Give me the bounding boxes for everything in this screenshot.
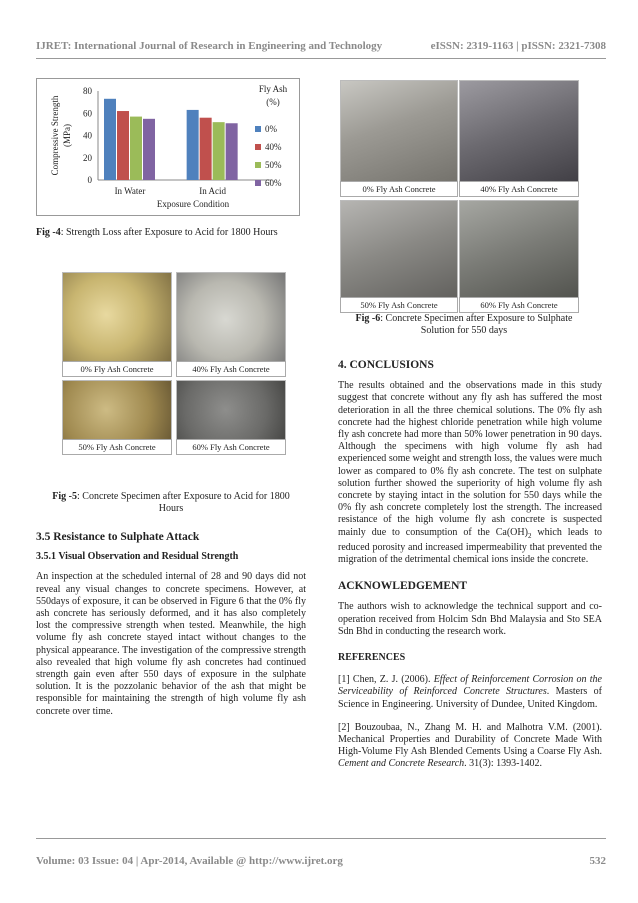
x-axis-label: Exposure Condition xyxy=(156,199,230,209)
reference-1-post: . Masters of Science in Engineering. University of Dundee, United Kingdom. xyxy=(338,686,602,710)
y-tick-label: 20 xyxy=(83,152,92,163)
acknowledgement-title: ACKNOWLEDGEMENT xyxy=(338,580,468,593)
footer-rule xyxy=(36,838,606,839)
legend-swatch-0 xyxy=(255,126,261,132)
fig6-photo-2 xyxy=(340,200,458,310)
fig6-photo-1 xyxy=(459,80,579,195)
conclusions-body-part2: which leads to reduced porosity and increased impermeability that prevented the migration of the detrimental chemical ions inside the concrete. xyxy=(338,526,603,566)
conclusions-title: 4. CONCLUSIONS xyxy=(338,359,434,371)
legend-entry-2: 50% xyxy=(265,160,282,170)
fig6-photo-0 xyxy=(340,80,458,195)
section-3-5-1-title: 3.5.1 Visual Observation and Residual Strength xyxy=(36,551,239,563)
references-title: REFERENCES xyxy=(338,652,406,664)
legend-swatch-1 xyxy=(255,144,261,150)
fig5-photo-label-1: 40% Fly Ash Concrete xyxy=(176,361,286,377)
fig5-text: : Concrete Specimen after Exposure to Acid for 1800 xyxy=(77,491,290,502)
fig5-photo-label-2: 50% Fly Ash Concrete xyxy=(62,439,172,455)
section-3-5-body: An inspection at the scheduled internal of 28 and 90 days did not reveal any visual changes to concrete specimens. However, at 550days of exposure, it can be observed in Figure 6 that the 0% fly ash concrete has seriously deformed, and it has also completely lost the compressive strength when tested. Meanwhile, the high volume fly ash concrete stayed intact without changes to the physical appearance. The investigation of the compressive strength also revealed that high volume fly ash concretes had continued strength gain even after 550 days of exposure in the sulphate solution. It is the pozzolanic behavior of the ash that might be responsible for maintaining the strength of high volume fly ash concrete over time. xyxy=(36,571,306,717)
fig5-photo-1 xyxy=(176,272,286,367)
strength-chart xyxy=(36,78,300,216)
legend-title: Fly Ash xyxy=(258,84,288,94)
fig4-label: Fig -4 xyxy=(36,227,61,238)
reference-2-pre: [2] Bouzoubaa, N., Zhang M. H. and Malhotra V.M. (2001). Mechanical Properties and Durability of Concrete Made With High-Volume Fly Ash Blended Cements Using a Coarse Fly Ash. xyxy=(338,721,602,758)
reference-1-pre: [1] Chen, Z. J. (2006). xyxy=(338,674,434,686)
conclusions-subscript: 2 xyxy=(527,531,532,540)
section-3-5-title: 3.5 Resistance to Sulphate Attack xyxy=(36,531,200,543)
fig6-photo-label-3: 60% Fly Ash Concrete xyxy=(459,297,579,313)
fig6-caption xyxy=(340,313,588,337)
legend-entry-1: 40% xyxy=(265,142,282,152)
bar-1-3 xyxy=(226,123,238,180)
issn: eISSN: 2319-1163 | pISSN: 2321-7308 xyxy=(430,40,606,52)
fig6-photo-label-0: 0% Fly Ash Concrete xyxy=(340,181,458,197)
y-tick-label: 60 xyxy=(83,108,92,119)
right-column-text xyxy=(338,359,602,771)
legend-swatch-3 xyxy=(255,180,261,186)
conclusions-body-part1: The results obtained and the observations made in this study suggest that concrete without any fly ash has suffered the most deterioration in all the three chemical solutions. The 0% fly ash concrete had the highest chloride penetration while high volume fly ash concrete had more than 50% lower penetration in 90 days. Although the specimens with high volume fly ash had experienced some weight and strength loss, the values were much lower as compared to 0% fly ash concrete. The test on sulphate solution further showed the superiority of high volume fly ash concrete by staying intact in the solution for 550 days while the 0% fly ash concrete completely lost the strength. The increased resistance of the high volume fly ash concrete is suspected mainly due to consumption of the Ca(OH) xyxy=(338,380,602,538)
bar-0-2 xyxy=(130,117,142,180)
reference-2-post: . 31(3): 1393-1402. xyxy=(464,758,542,770)
fig6-text-line2: Solution for 550 days xyxy=(420,325,508,336)
footer-volume: Volume: 03 Issue: 04 | Apr-2014, Available @ http://www.ijret.org xyxy=(36,855,343,867)
reference-2-journal: Cement and Concrete Research xyxy=(338,758,465,770)
legend-entry-0: 0% xyxy=(265,124,277,134)
bar-0-0 xyxy=(104,99,116,180)
reference-1-title: Effect of Reinforcement Corrosion on the Serviceability of Reinforced Concrete Structures xyxy=(338,674,602,698)
acknowledgement-body: The authors wish to acknowledge the technical support and co-operation received from Holcim Sdn Bhd Malaysia and Sto SEA Sdn Bhd in conducting the research work. xyxy=(338,601,602,637)
fig4-caption xyxy=(36,227,306,239)
fig6-photo-label-2: 50% Fly Ash Concrete xyxy=(340,297,458,313)
y-axis-unit: (MPa) xyxy=(62,124,72,147)
y-axis-label: Compressive Strength xyxy=(50,95,60,176)
legend-entry-3: 60% xyxy=(265,178,282,188)
fig5-photo-label-3: 60% Fly Ash Concrete xyxy=(176,439,286,455)
page-number: 532 xyxy=(589,855,606,867)
conclusions-body xyxy=(338,380,602,566)
reference-2 xyxy=(338,722,602,771)
fig5-caption xyxy=(36,491,306,515)
fig4-text: : Strength Loss after Exposure to Acid for 1800 Hours xyxy=(60,227,278,238)
bar-1-1 xyxy=(200,118,212,180)
fig5-label: Fig -5 xyxy=(52,491,77,502)
bar-1-0 xyxy=(187,110,199,180)
fig6-photo-3 xyxy=(459,200,579,310)
bar-0-1 xyxy=(117,111,129,180)
x-tick-label: In Water xyxy=(114,186,146,196)
page-footer xyxy=(36,855,606,867)
header-rule xyxy=(36,58,606,59)
legend-title-unit: (%) xyxy=(266,97,280,107)
page-header xyxy=(36,40,606,52)
fig6-label: Fig -6 xyxy=(355,313,381,324)
fig5-photo-0 xyxy=(62,272,172,367)
fig5-photo-label-0: 0% Fly Ash Concrete xyxy=(62,361,172,377)
fig6-photo-label-1: 40% Fly Ash Concrete xyxy=(459,181,579,197)
x-tick-label: In Acid xyxy=(199,186,227,196)
section-3-5 xyxy=(36,531,306,718)
y-tick-label: 80 xyxy=(83,86,92,96)
fig5-text-line2: Hours xyxy=(158,503,184,514)
fig6-text: : Concrete Specimen after Exposure to Sulphate xyxy=(380,313,573,324)
y-tick-label: 0 xyxy=(87,175,92,185)
y-tick-label: 40 xyxy=(83,130,92,141)
reference-1 xyxy=(338,674,602,711)
bar-1-2 xyxy=(213,122,225,180)
bar-0-3 xyxy=(143,119,155,180)
journal-name: IJRET: International Journal of Research in Engineering and Technology xyxy=(36,40,383,52)
legend-swatch-2 xyxy=(255,162,261,168)
